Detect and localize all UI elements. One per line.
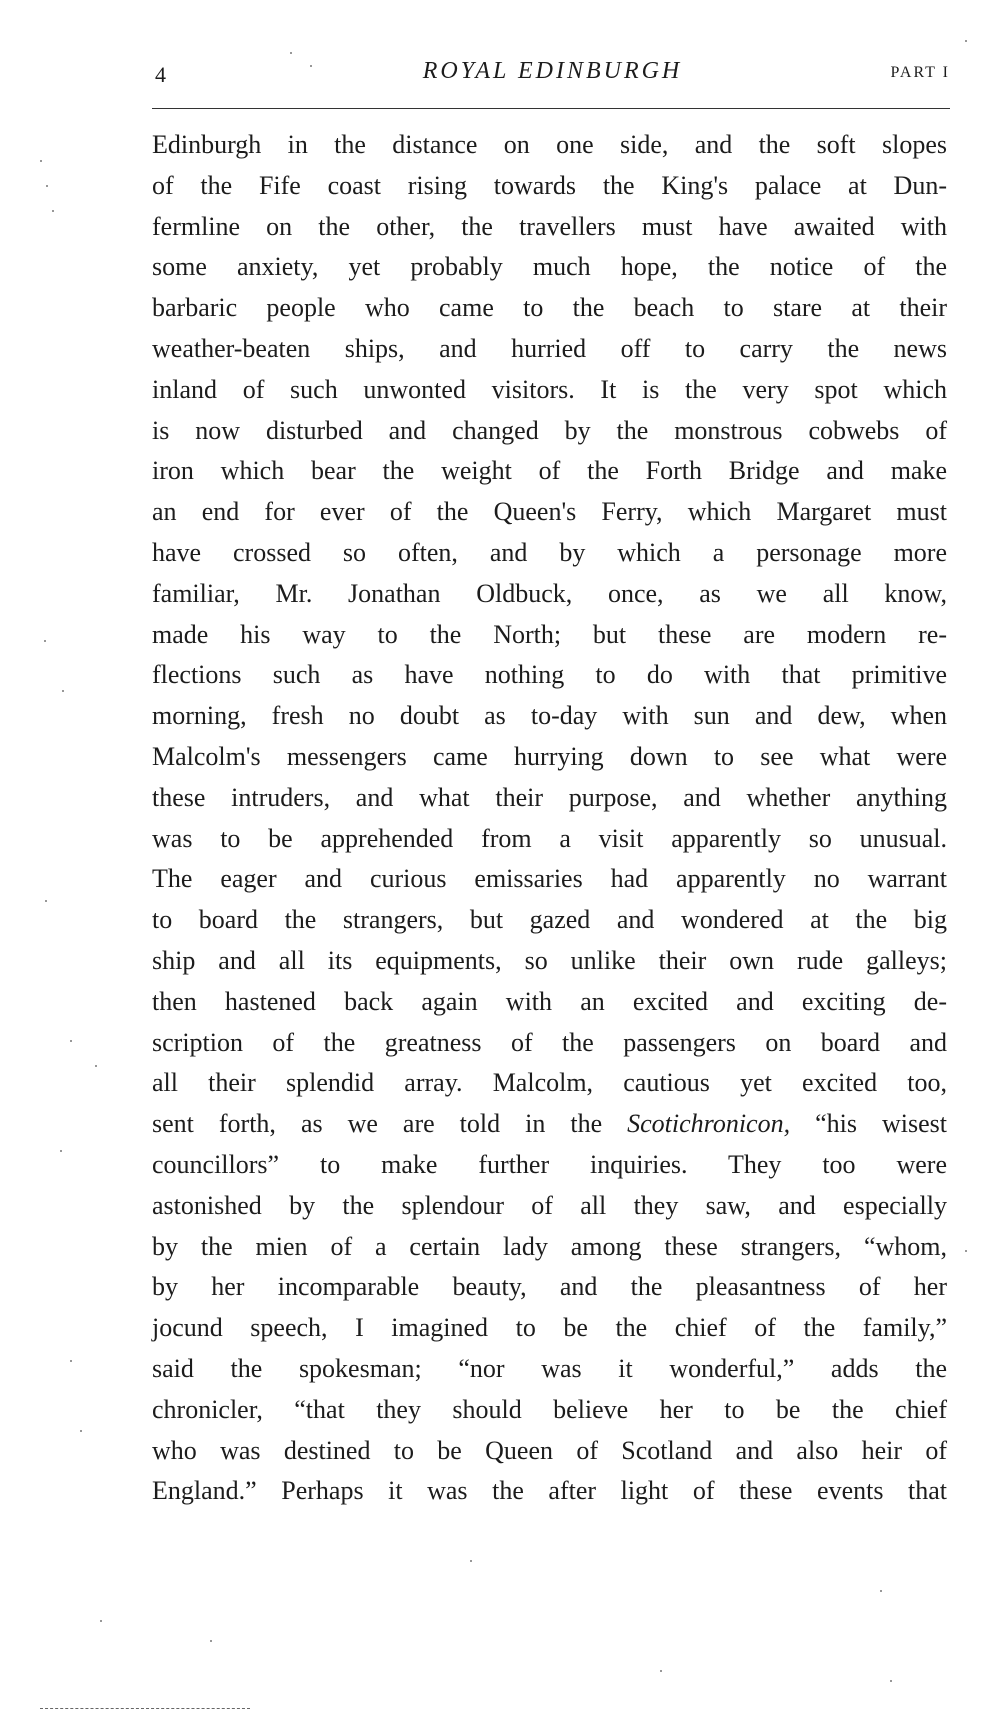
text-line: ship and all its equipments, so unlike their own rude galleys;: [152, 945, 947, 975]
text-line: then hastened back again with an excited and exciting de-: [152, 986, 947, 1016]
text-line: said the spokesman; “nor was it wonderful,” adds the: [152, 1353, 947, 1383]
text-line: scription of the greatness of the passengers on board and: [152, 1027, 947, 1057]
running-head: [155, 58, 950, 94]
text-line: have crossed so often, and by which a personage more: [152, 537, 947, 567]
text-line: chronicler, “that they should believe her to be the chief: [152, 1394, 947, 1424]
text-line: these intruders, and what their purpose, and whether anything: [152, 782, 947, 812]
text-line: is now disturbed and changed by the monstrous cobwebs of: [152, 415, 947, 445]
text-line: of the Fife coast rising towards the King's palace at Dun-: [152, 170, 947, 200]
italic-book-title: Scotichronicon,: [627, 1109, 791, 1139]
text-line: all their splendid array. Malcolm, cautious yet excited too,: [152, 1068, 947, 1098]
text-segment: sent forth, as we are told in the: [152, 1109, 628, 1139]
text-line: Edinburgh in the distance on one side, and the soft slopes: [152, 130, 947, 159]
text-line: inland of such unwonted visitors. It is the very spot which: [152, 374, 947, 404]
text-line: The eager and curious emissaries had apparently no warrant: [152, 864, 947, 894]
text-line: some anxiety, yet probably much hope, the notice of the: [152, 252, 947, 282]
text-line: by her incomparable beauty, and the pleasantness of her: [152, 1272, 947, 1302]
text-segment: “his wisest: [790, 1109, 947, 1139]
text-line: to board the strangers, but gazed and wondered at the big: [152, 905, 947, 935]
text-line: made his way to the North; but these are modern re-: [152, 619, 947, 649]
text-line: was to be apprehended from a visit apparently so unusual.: [152, 823, 947, 853]
text-line: fermline on the other, the travellers must have awaited with: [152, 211, 947, 241]
bottom-edge-mark: [40, 1708, 250, 1709]
text-line: an end for ever of the Queen's Ferry, which Margaret must: [152, 497, 947, 527]
text-line: England.” Perhaps it was the after light of these events that: [152, 1476, 947, 1506]
page-number: 4: [155, 62, 166, 87]
text-line: astonished by the splendour of all they saw, and especially: [152, 1190, 947, 1220]
text-line: who was destined to be Queen of Scotland and also heir of: [152, 1435, 947, 1465]
header-rule: [152, 108, 950, 109]
text-line: morning, fresh no doubt as to-day with sun and dew, when: [152, 701, 947, 731]
text-line: councillors” to make further inquiries. They too were: [152, 1149, 947, 1179]
running-title: ROYAL EDINBURGH: [422, 58, 683, 84]
part-label: PART I: [890, 64, 950, 81]
text-line: familiar, Mr. Jonathan Oldbuck, once, as we all know,: [152, 578, 947, 608]
text-line: jocund speech, I imagined to be the chief of the family,”: [152, 1313, 947, 1343]
body-text: [152, 125, 947, 1512]
text-line-with-citation: [152, 1104, 947, 1145]
text-line: Malcolm's messengers came hurrying down to see what were: [152, 741, 947, 771]
text-line: flections such as have nothing to do with that primitive: [152, 660, 947, 690]
text-line: by the mien of a certain lady among these strangers, “whom,: [152, 1231, 947, 1261]
text-line: barbaric people who came to the beach to stare at their: [152, 293, 947, 323]
text-line: iron which bear the weight of the Forth Bridge and make: [152, 456, 947, 486]
text-line: weather-beaten ships, and hurried off to carry the news: [152, 333, 947, 363]
